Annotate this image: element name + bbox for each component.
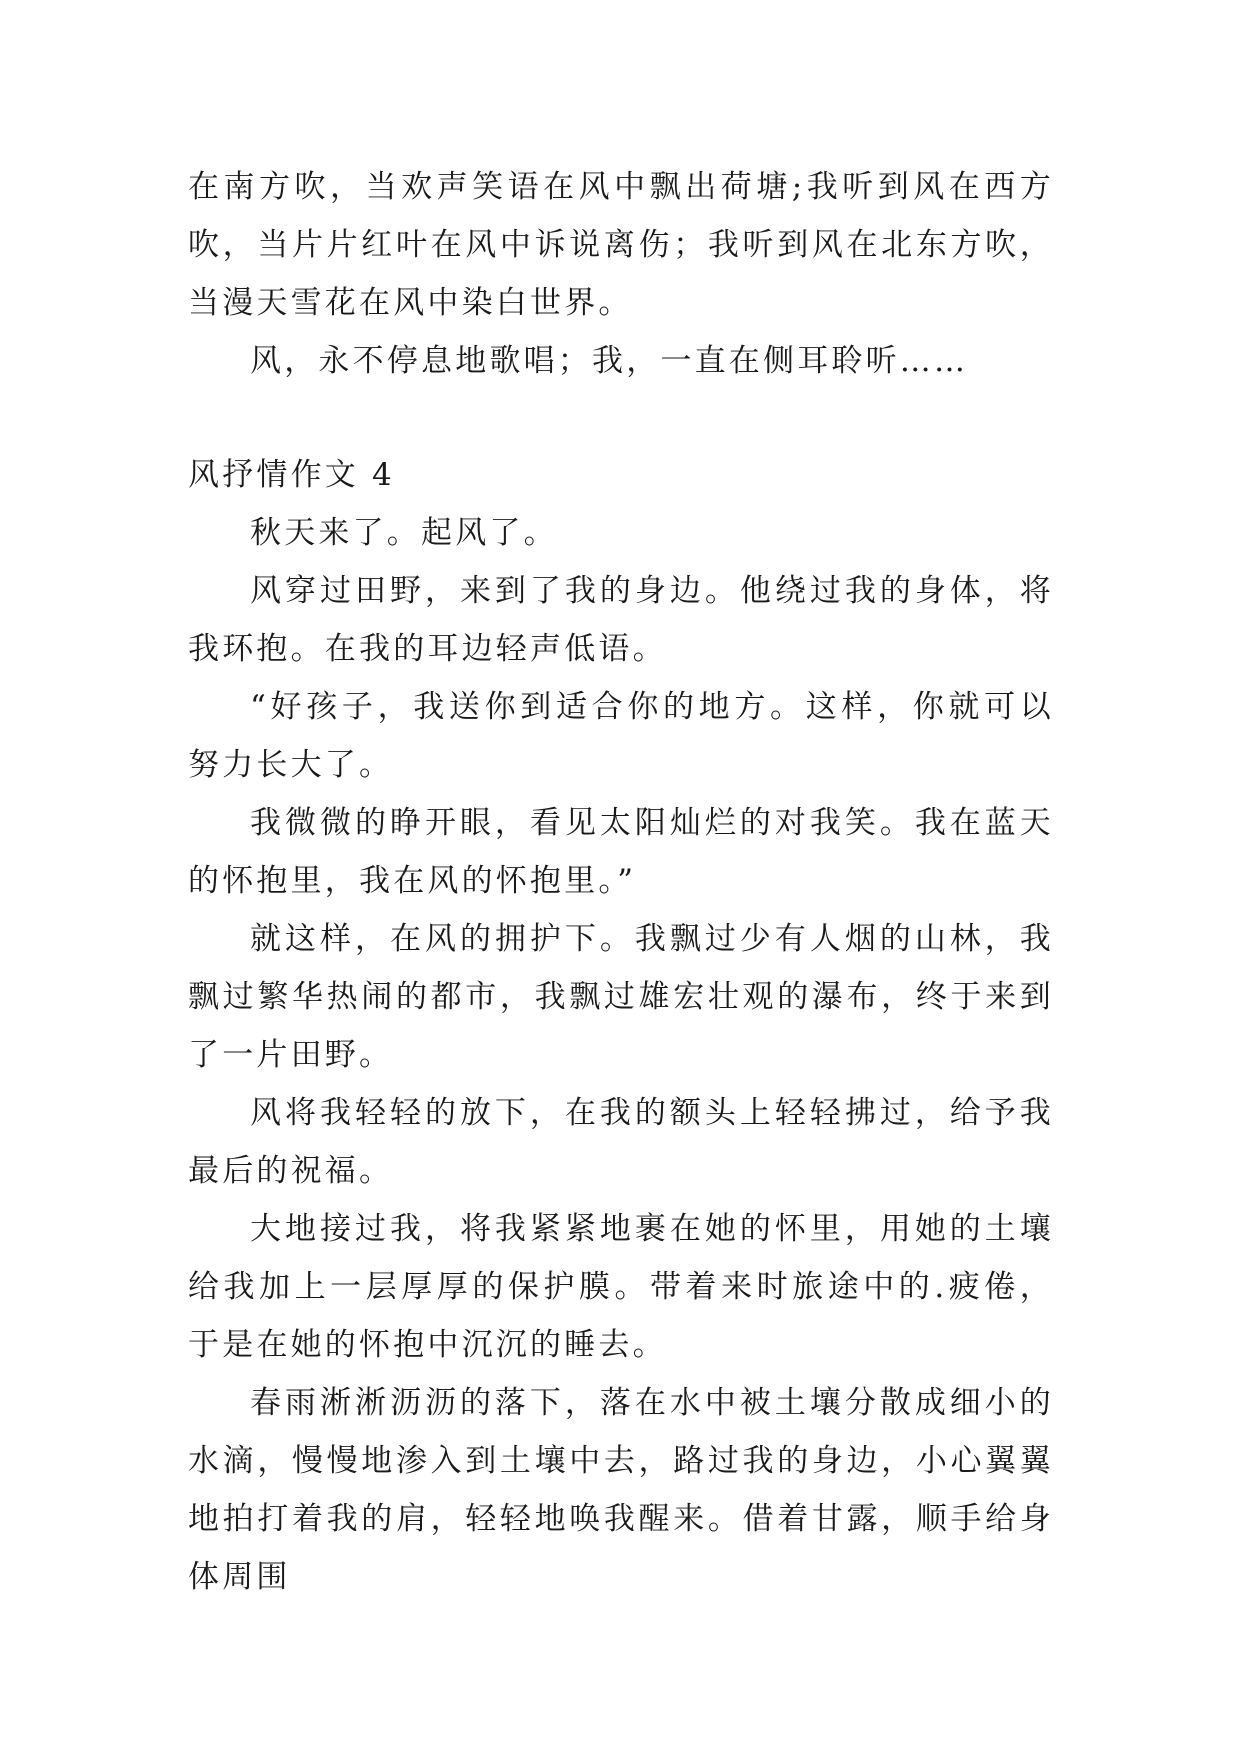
document-page (188, 158, 1054, 1606)
section-title: 风抒情作文 4 (188, 457, 395, 493)
paragraph: 春雨淅淅沥沥的落下，落在水中被土壤分散成细小的水滴，慢慢地渗入到土壤中去，路过我的身边，小心翼翼地拍打着我的肩，轻轻地唤我醒来。借着甘露，顺手给身体周围 (188, 1385, 1054, 1595)
paragraph: “好孩子，我送你到适合你的地方。这样，你就可以努力长大了。 (188, 689, 1054, 783)
paragraph: 风将我轻轻的放下，在我的额头上轻轻拂过，给予我最后的祝福。 (188, 1095, 1054, 1189)
paragraph: 我微微的睁开眼，看见太阳灿烂的对我笑。我在蓝天的怀抱里，我在风的怀抱里。” (188, 805, 1054, 899)
paragraph: 大地接过我，将我紧紧地裹在她的怀里，用她的土壤给我加上一层厚厚的保护膜。带着来时旅途中的.疲倦，于是在她的怀抱中沉沉的睡去。 (188, 1211, 1054, 1363)
paragraph: 风穿过田野，来到了我的身边。他绕过我的身体，将我环抱。在我的耳边轻声低语。 (188, 573, 1054, 667)
paragraph: 就这样，在风的拥护下。我飘过少有人烟的山林，我飘过繁华热闹的都市，我飘过雄宏壮观的瀑布，终于来到了一片田野。 (188, 921, 1054, 1073)
intro-closing-paragraph: 风，永不停息地歌唱；我，一直在侧耳聆听…… (250, 343, 969, 379)
intro-continuation-paragraph: 在南方吹，当欢声笑语在风中飘出荷塘;我听到风在西方吹，当片片红叶在风中诉说离伤；我听到风在北东方吹，当漫天雪花在风中染白世界。 (188, 169, 1054, 321)
paragraph: 秋天来了。起风了。 (250, 515, 558, 551)
section-gap (188, 390, 1054, 446)
